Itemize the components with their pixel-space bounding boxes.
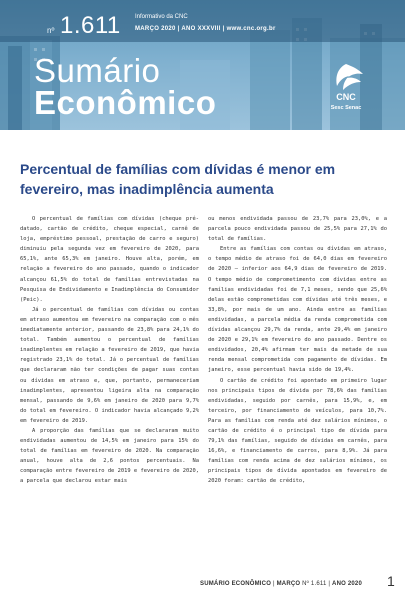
article-column-right [208, 214, 387, 487]
page-number: 1 [387, 573, 395, 589]
footer-separator: | [328, 581, 331, 587]
cnc-logo [323, 62, 369, 120]
page-footer [200, 581, 362, 587]
logo-brand-text: CNC [336, 92, 356, 102]
issue-number-label: nº [47, 26, 55, 35]
article-column-left [20, 214, 199, 487]
article-headline: Percentual de famílias com dívidas é menor em fevereiro, mas inadimplência aumenta [20, 161, 336, 197]
publication-name: Informativo da CNC [135, 14, 188, 20]
article-paragraph: O cartão de crédito foi apontado em primeiro lugar nos principais tipos de dívida por 78,6% das famílias endividadas, seguido por carnês, para 15,9%, e, em terceiro, por financiamento de veículos, para 10,7%. Para as famílias com renda até dez salários mínimos, o cartão de crédito é o principal tipo de dívida para 79,1% das famílias, seguido de dívidas em carnês, para 16,6%, e financiamento de carros, para 8,9%. Já para famílias com renda acima de dez salários mínimos, os principais tipos de dívida apontados em fevereiro de 2020 foram: cartão de crédito, [208, 377, 387, 485]
masthead-title-line1: Sumário [34, 52, 161, 89]
footer-year: ANO 2020 [332, 581, 362, 587]
footer-publication: SUMÁRIO ECONÔMICO [200, 581, 272, 587]
article-paragraph: Já o percentual de famílias com dívidas ou contas em atraso aumentou em fevereiro na comparação com o mês imediatamente anterior, passando de 23,8% para 24,1% do total. Também aumentou o percentual de famílias inadimplentes em relação a fevereiro de 2019, que havia registrado 23,1% do total. Já o percentual de famílias que declararam não ter condições de pagar suas contas ou dívidas em atraso e, que, portanto, permaneceriam inadimplentes, apresentou ligeira alta na comparação mensal, passando de 9,6% em janeiro de 2020 para 9,7% do total em fevereiro. O indicador havia alcançado 9,2% em fevereiro de 2019. [20, 306, 199, 424]
footer-issue-number: Nº 1.611 [302, 581, 327, 587]
masthead-title-line2: Econômico [34, 84, 217, 121]
header-banner [0, 0, 405, 130]
cnc-logo-mark-icon [323, 62, 369, 92]
footer-separator: | [272, 581, 275, 587]
logo-sub-text: Sesc Senac [330, 105, 362, 111]
article-paragraph-continued: ou menos endividada passou de 23,7% para 23,0%, e a parcela pouco endividada passou de 25,5% para 27,1% do total de famílias. [208, 216, 387, 243]
article-paragraph: Entre as famílias com contas ou dívidas em atraso, o tempo médio de atraso foi de 64,0 dias em fevereiro de 2020 – inferior aos 64,9 dias de fevereiro de 2019. O tempo médio de comprometimento com dívidas entre as famílias endividadas foi de 7,1 meses, sendo que 25,6% delas estão comprometidas com dívidas até três meses, e 33,8%, por mais de um ano. Ainda entre as famílias endividadas, a parcela média da renda comprometida com dívidas alcançou 29,7% da renda, ante 29,4% em janeiro de 2020 e 29,1% em fevereiro do ano passado. Dentre os endividados, 20,4% afirmam ter mais da metade de sua renda mensal comprometida com pagamento de dívidas. Em janeiro, esse percentual havia sido de 19,4%. [208, 246, 387, 374]
article-paragraph: A proporção das famílias que se declararam muito endividadas aumentou de 14,5% em janeiro para 15% do total de famílias em fevereiro de 2020. Na comparação anual, houve alta de 2,6 pontos percentuais. Na comparação entre fevereiro de 2019 e fevereiro de 2020, a parcela que declarou estar mais [20, 427, 199, 485]
footer-edition-month: MARÇO [276, 581, 301, 587]
publication-date-line: MARÇO 2020 | ANO XXXVIII | www.cnc.org.br [135, 26, 276, 32]
article-paragraph: O percentual de famílias com dívidas (cheque pré-datado, cartão de crédito, cheque especial, carnê de loja, empréstimo pessoal, prestação de carro e seguro) diminuiu pela segunda vez em fevereiro de 2020, para 65,1%, ante 65,3% em janeiro. Houve alta, porém, em relação a fevereiro do ano passado, quando o indicador alcançou 61,5% do total de famílias entrevistadas na Pesquisa de Endividamento e Inadimplência do Consumidor (Peic). [20, 216, 199, 303]
issue-number: 1.611 [60, 12, 121, 39]
